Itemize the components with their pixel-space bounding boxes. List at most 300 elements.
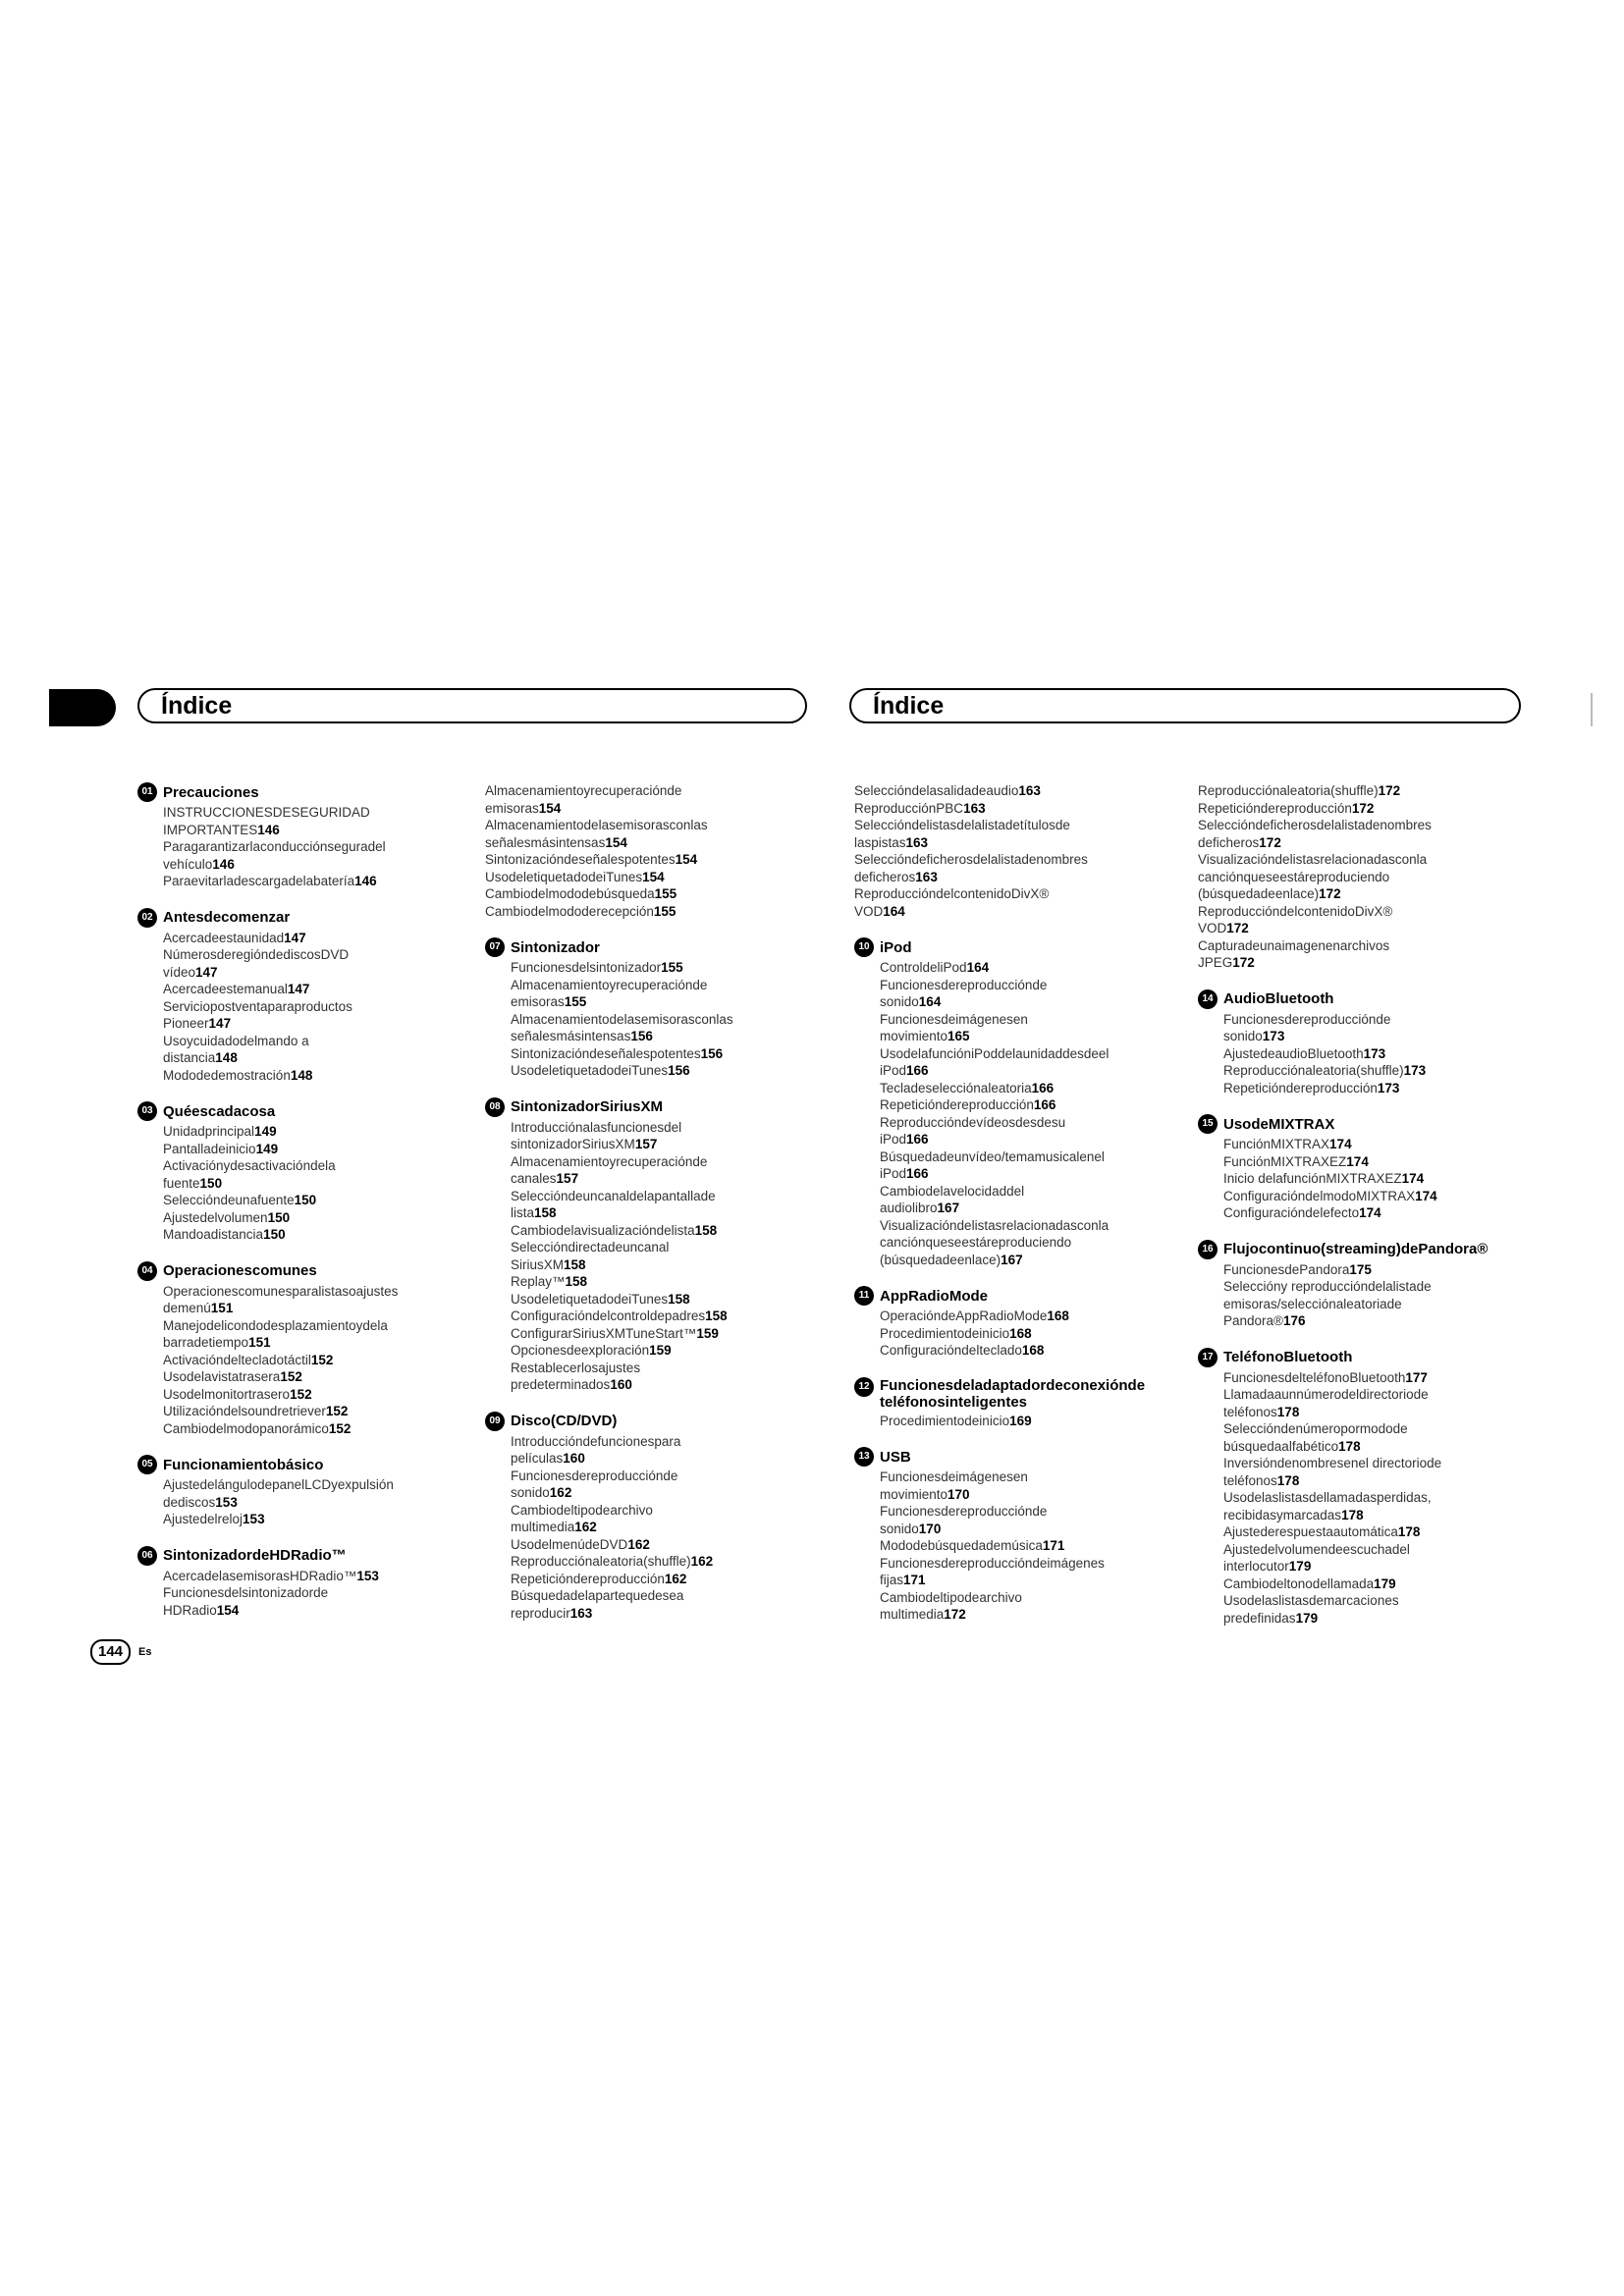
toc-entry-page: 178 bbox=[1276, 1472, 1300, 1488]
toc-entry[interactable] bbox=[511, 1325, 780, 1343]
toc-entry[interactable] bbox=[1223, 1062, 1492, 1080]
toc-entry[interactable] bbox=[1223, 1489, 1492, 1523]
toc-entry[interactable] bbox=[163, 1157, 432, 1192]
toc-entry[interactable] bbox=[1198, 782, 1492, 800]
toc-entry[interactable] bbox=[511, 1188, 780, 1222]
toc-section-heading[interactable] bbox=[854, 1447, 1149, 1467]
toc-entry[interactable] bbox=[163, 1317, 432, 1352]
toc-entry-title: Capturadeunaimagenenarchivos JPEG bbox=[1198, 937, 1390, 970]
header-title-right: Índice bbox=[873, 692, 945, 720]
toc-entry-page: 163 bbox=[569, 1605, 593, 1621]
toc-entry-list bbox=[163, 804, 432, 890]
toc-entry-page: 146 bbox=[257, 822, 280, 837]
toc-entry-title: ConfiguracióndelmodoMIXTRAX bbox=[1223, 1188, 1416, 1203]
toc-entry[interactable] bbox=[163, 1123, 432, 1141]
toc-entry[interactable] bbox=[880, 1045, 1149, 1080]
toc-entry[interactable] bbox=[511, 1433, 780, 1468]
toc-entry-title: Restablecerlosajustes predeterminados bbox=[511, 1360, 641, 1392]
toc-entry-page: 155 bbox=[661, 960, 683, 975]
toc-entry-title: AcercadelasemisorasHDRadio™ bbox=[163, 1568, 357, 1583]
toc-entry[interactable] bbox=[1223, 1011, 1492, 1045]
toc-section-heading[interactable] bbox=[137, 1261, 432, 1281]
toc-entry-page: 154 bbox=[642, 869, 665, 884]
toc-section-continued bbox=[485, 782, 780, 920]
toc-entry[interactable] bbox=[511, 1536, 780, 1554]
toc-entry-page: 152 bbox=[310, 1352, 334, 1367]
toc-entry-title: Usodelmonitortrasero bbox=[163, 1386, 291, 1402]
toc-entry[interactable] bbox=[854, 800, 1149, 818]
toc-section-continued bbox=[854, 782, 1149, 920]
toc-entry-list bbox=[854, 782, 1149, 920]
toc-entry[interactable] bbox=[163, 1141, 432, 1158]
toc-entry[interactable] bbox=[163, 1226, 432, 1244]
toc-entry-page: 172 bbox=[1259, 834, 1281, 850]
toc-entry-page: 172 bbox=[1226, 921, 1249, 935]
toc-entry-title: Mododedemostración bbox=[163, 1067, 291, 1083]
toc-entry[interactable] bbox=[163, 1476, 432, 1511]
toc-entry[interactable] bbox=[511, 959, 780, 977]
toc-entry-title: Cambiodeltipodearchivo multimedia bbox=[511, 1502, 653, 1534]
toc-entry[interactable] bbox=[1223, 1369, 1492, 1387]
toc-entry-title: Funcionesdereproducciónde sonido bbox=[880, 977, 1048, 1009]
toc-section bbox=[1198, 1240, 1492, 1330]
chapter-title: SintonizadordeHDRadio™ bbox=[163, 1547, 347, 1564]
toc-entry[interactable] bbox=[511, 1045, 780, 1063]
toc-entry-page: 156 bbox=[630, 1029, 653, 1043]
toc-entry-page: 172 bbox=[1351, 800, 1375, 816]
toc-entry-page: 177 bbox=[1405, 1369, 1428, 1385]
toc-entry-page: 178 bbox=[1397, 1524, 1421, 1539]
toc-entry[interactable] bbox=[1223, 1592, 1492, 1627]
toc-entry[interactable] bbox=[511, 1553, 780, 1571]
toc-entry-title: INSTRUCCIONESDESEGURIDAD IMPORTANTES bbox=[163, 805, 370, 837]
toc-entry-title: Repeticióndereproducción bbox=[1198, 800, 1352, 816]
toc-entry-page: 174 bbox=[1401, 1171, 1425, 1186]
chapter-number-badge: 04 bbox=[137, 1261, 157, 1281]
chapter-number-badge: 05 bbox=[137, 1455, 157, 1474]
toc-entry-page: 174 bbox=[1359, 1205, 1381, 1220]
toc-entry[interactable] bbox=[485, 885, 780, 903]
toc-entry-page: 162 bbox=[574, 1520, 597, 1534]
toc-entry[interactable] bbox=[1198, 817, 1492, 851]
toc-section bbox=[137, 908, 432, 1085]
toc-entry-page: 147 bbox=[284, 930, 306, 945]
toc-entry[interactable] bbox=[854, 782, 1149, 800]
toc-entry[interactable] bbox=[511, 977, 780, 1011]
toc-entry[interactable] bbox=[880, 1148, 1149, 1183]
toc-entry[interactable] bbox=[880, 1503, 1149, 1537]
toc-entry[interactable] bbox=[854, 817, 1149, 851]
toc-entry-title: Procedimientodeinicio bbox=[880, 1413, 1010, 1428]
toc-entry-page: 171 bbox=[1042, 1538, 1065, 1553]
toc-entry[interactable] bbox=[1198, 937, 1492, 972]
toc-entry[interactable] bbox=[880, 1413, 1149, 1430]
chapter-title: Precauciones bbox=[163, 783, 259, 801]
toc-entry[interactable] bbox=[1198, 800, 1492, 818]
toc-entry-title: AjustedeaudioBluetooth bbox=[1223, 1045, 1364, 1061]
toc-entry-list bbox=[1223, 1136, 1492, 1222]
chapter-number-badge: 09 bbox=[485, 1412, 505, 1431]
toc-entry[interactable] bbox=[880, 1114, 1149, 1148]
toc-entry-title: Manejodelicondodesplazamientoydela barradetiempo bbox=[163, 1317, 388, 1350]
toc-entry-title: Cambiodelavelocidaddel audiolibro bbox=[880, 1183, 1025, 1215]
toc-entry-title: Búsquedadeunvídeo/temamusicalenel iPod bbox=[880, 1148, 1105, 1181]
toc-entry[interactable] bbox=[511, 1273, 780, 1291]
toc-section bbox=[137, 1455, 432, 1528]
toc-entry[interactable] bbox=[511, 1360, 780, 1394]
toc-entry-page: 146 bbox=[212, 856, 235, 872]
toc-section bbox=[137, 1546, 432, 1620]
toc-section bbox=[137, 1261, 432, 1438]
toc-entry-page: 155 bbox=[564, 994, 587, 1009]
toc-entry[interactable] bbox=[485, 817, 780, 851]
toc-entry[interactable] bbox=[1223, 1170, 1492, 1188]
toc-entry-title: Seleccióndirectadeuncanal SiriusXM bbox=[511, 1240, 670, 1272]
toc-entry-page: 148 bbox=[215, 1050, 238, 1065]
toc-entry-page: 169 bbox=[1009, 1413, 1032, 1428]
toc-entry-page: 163 bbox=[905, 834, 929, 850]
toc-entry[interactable] bbox=[1223, 1278, 1492, 1330]
toc-section-heading[interactable] bbox=[854, 1377, 1149, 1411]
toc-entry-page: 150 bbox=[294, 1193, 317, 1207]
toc-section-heading[interactable] bbox=[485, 1097, 780, 1117]
toc-entry-page: 166 bbox=[906, 1132, 929, 1147]
page-footer bbox=[90, 1639, 152, 1665]
toc-entry-page: 168 bbox=[1047, 1308, 1069, 1323]
toc-entry[interactable] bbox=[880, 1080, 1149, 1097]
toc-entry-list bbox=[880, 959, 1149, 1268]
toc-entry-title: FuncionesdelteléfonoBluetooth bbox=[1223, 1369, 1406, 1385]
toc-section-heading[interactable] bbox=[1198, 1348, 1492, 1367]
toc-section-heading[interactable] bbox=[1198, 989, 1492, 1009]
toc-entry-page: 162 bbox=[549, 1485, 572, 1500]
toc-entry-title: Activacióndeltecladotáctil bbox=[163, 1352, 311, 1367]
toc-entry-title: Paragarantizarlaconducciónseguradel vehículo bbox=[163, 839, 386, 872]
chapter-title: Flujocontinuo(streaming)dePandora® bbox=[1223, 1241, 1489, 1257]
chapter-title: Antesdecomenzar bbox=[163, 909, 291, 926]
toc-section bbox=[485, 1412, 780, 1623]
toc-entry-title: Funcionesdereproduccióndeimágenes fijas bbox=[880, 1555, 1105, 1587]
toc-entry-title: Repeticióndereproducción bbox=[511, 1571, 665, 1586]
toc-entry-page: 153 bbox=[215, 1494, 238, 1510]
toc-section-heading[interactable] bbox=[137, 782, 432, 802]
chapter-title: Quéescadacosa bbox=[163, 1102, 276, 1120]
toc-entry[interactable] bbox=[163, 1420, 432, 1438]
toc-entry-page: 154 bbox=[216, 1602, 240, 1618]
toc-entry[interactable] bbox=[485, 869, 780, 886]
toc-section-heading[interactable] bbox=[1198, 1240, 1492, 1259]
toc-entry-list bbox=[880, 1308, 1149, 1360]
toc-entry-page: 153 bbox=[243, 1512, 265, 1526]
toc-entry[interactable] bbox=[511, 1011, 780, 1045]
chapter-title: AudioBluetooth bbox=[1223, 990, 1334, 1007]
toc-entry-page: 172 bbox=[1232, 955, 1255, 970]
toc-entry[interactable] bbox=[163, 1209, 432, 1227]
toc-entry[interactable] bbox=[163, 1584, 432, 1619]
toc-entry-page: 164 bbox=[966, 960, 990, 975]
toc-entry[interactable] bbox=[854, 885, 1149, 920]
toc-entry-title: Almacenamientodelasemisorasconlas señalesmásintensas bbox=[511, 1011, 733, 1043]
toc-entry-page: 176 bbox=[1283, 1313, 1306, 1328]
chapter-number-badge: 02 bbox=[137, 908, 157, 928]
toc-entry[interactable] bbox=[163, 1283, 432, 1317]
toc-entry-title: Reproducciónaleatoria(shuffle) bbox=[1198, 783, 1379, 798]
toc-entry-page: 149 bbox=[254, 1124, 277, 1139]
chapter-title: AppRadioMode bbox=[880, 1287, 988, 1305]
toc-entry[interactable] bbox=[511, 1119, 780, 1153]
toc-entry-page: 172 bbox=[1378, 783, 1401, 798]
toc-entry-page: 147 bbox=[195, 964, 218, 980]
toc-entry[interactable] bbox=[485, 782, 780, 817]
toc-entry-page: 171 bbox=[903, 1573, 926, 1587]
toc-entry[interactable] bbox=[880, 1096, 1149, 1114]
toc-entry-title: Seleccióny reproduccióndelalistade emisoras/selecciónaleatoriade Pandora® bbox=[1223, 1279, 1432, 1328]
toc-entry[interactable] bbox=[1223, 1045, 1492, 1063]
toc-entry[interactable] bbox=[880, 1468, 1149, 1503]
chapter-number-badge: 12 bbox=[854, 1377, 874, 1397]
toc-entry-list bbox=[163, 1568, 432, 1620]
toc-section-heading[interactable] bbox=[137, 1546, 432, 1566]
toc-entry[interactable] bbox=[511, 1587, 780, 1622]
toc-entry[interactable] bbox=[511, 1239, 780, 1273]
toc-entry-title: Paraevitarladescargadelabatería bbox=[163, 874, 355, 888]
toc-entry[interactable] bbox=[163, 838, 432, 873]
toc-entry[interactable] bbox=[163, 1403, 432, 1420]
toc-entry[interactable] bbox=[511, 1468, 780, 1502]
toc-entry-list bbox=[511, 1433, 780, 1623]
toc-section bbox=[137, 1101, 432, 1244]
toc-entry-title: Seleccióndelistasdelalistadetítulosde laspistas bbox=[854, 818, 1070, 850]
chapter-number-badge: 07 bbox=[485, 937, 505, 957]
toc-entry-title: Seleccióndeficherosdelalistadenombres deficheros bbox=[1198, 818, 1432, 850]
toc-entry[interactable] bbox=[511, 1571, 780, 1588]
toc-entry[interactable] bbox=[511, 1502, 780, 1536]
toc-entry[interactable] bbox=[163, 946, 432, 981]
toc-entry-title: Serviciopostventaparaproductos Pioneer bbox=[163, 998, 352, 1031]
chapter-title: Funcionamientobásico bbox=[163, 1456, 324, 1473]
toc-entry[interactable] bbox=[880, 1537, 1149, 1555]
toc-entry[interactable] bbox=[1198, 903, 1492, 937]
toc-section-heading[interactable] bbox=[137, 1455, 432, 1474]
toc-entry-title: Cambiodeltipodearchivo multimedia bbox=[880, 1589, 1022, 1622]
toc-entry-title: Repeticióndereproducción bbox=[1223, 1080, 1378, 1095]
toc-section-heading[interactable] bbox=[1198, 1114, 1492, 1134]
toc-entry-title: FunciónMIXTRAXEZ bbox=[1223, 1153, 1347, 1169]
toc-entry[interactable] bbox=[1223, 1261, 1492, 1279]
toc-entry-title: Reproduccióndevídeosdesdesu iPod bbox=[880, 1114, 1066, 1147]
toc-entry-title: Mandoadistancia bbox=[163, 1227, 264, 1242]
toc-entry-title: Seleccióndenúmeropormodode búsquedaalfabético bbox=[1223, 1421, 1408, 1454]
toc-entry-page: 149 bbox=[255, 1141, 279, 1156]
toc-entry[interactable] bbox=[511, 1153, 780, 1188]
toc-entry-title: Opcionesdeexploración bbox=[511, 1343, 650, 1358]
toc-column-3 bbox=[854, 782, 1149, 1641]
toc-entry-page: 164 bbox=[883, 903, 905, 919]
toc-entry-page: 159 bbox=[696, 1325, 719, 1341]
toc-entry-page: 168 bbox=[1009, 1325, 1032, 1341]
toc-entry[interactable] bbox=[485, 851, 780, 869]
toc-entry-page: 166 bbox=[906, 1166, 929, 1181]
toc-entry-list bbox=[880, 1413, 1149, 1430]
toc-entry[interactable] bbox=[163, 1067, 432, 1085]
toc-entry-page: 162 bbox=[664, 1571, 687, 1586]
toc-entry[interactable] bbox=[1223, 1386, 1492, 1420]
toc-entry-page: 163 bbox=[963, 800, 986, 816]
chapter-title: USB bbox=[880, 1448, 911, 1466]
toc-entry[interactable] bbox=[880, 1217, 1149, 1269]
toc-entry-page: 160 bbox=[610, 1377, 632, 1392]
header-banner-left bbox=[137, 688, 807, 723]
toc-entry-title: AjustedelángulodepanelLCDyexpulsión dediscos bbox=[163, 1477, 394, 1510]
toc-entry[interactable] bbox=[511, 1342, 780, 1360]
toc-section-heading[interactable] bbox=[485, 937, 780, 957]
toc-entry-page: 157 bbox=[634, 1137, 658, 1151]
toc-section-heading[interactable] bbox=[485, 1412, 780, 1431]
toc-entry[interactable] bbox=[163, 1368, 432, 1386]
toc-entry[interactable] bbox=[1223, 1080, 1492, 1097]
chapter-title: UsodeMIXTRAX bbox=[1223, 1115, 1335, 1133]
toc-entry[interactable] bbox=[163, 873, 432, 890]
toc-entry-list bbox=[511, 1119, 780, 1394]
toc-entry-page: 172 bbox=[1319, 886, 1341, 901]
toc-entry-page: 148 bbox=[290, 1067, 313, 1083]
toc-entry[interactable] bbox=[1223, 1455, 1492, 1489]
toc-entry[interactable] bbox=[1223, 1188, 1492, 1205]
toc-entry-title: Almacenamientoyrecuperaciónde emisoras bbox=[485, 783, 682, 816]
toc-entry-title: Ajustedelvolumendeescuchadel interlocutor bbox=[1223, 1541, 1410, 1574]
toc-entry[interactable] bbox=[880, 1183, 1149, 1217]
toc-entry-page: 152 bbox=[290, 1386, 312, 1402]
toc-entry-list bbox=[1223, 1261, 1492, 1330]
chapter-number-badge: 10 bbox=[854, 937, 874, 957]
toc-entry-title: Activaciónydesactivacióndela fuente bbox=[163, 1158, 336, 1191]
toc-entry-page: 154 bbox=[675, 852, 698, 867]
toc-entry[interactable] bbox=[880, 977, 1149, 1011]
toc-entry[interactable] bbox=[163, 1033, 432, 1067]
toc-section bbox=[485, 937, 780, 1080]
toc-entry-title: Ajustedelvolumen bbox=[163, 1209, 268, 1225]
toc-entry-title: Repeticióndereproducción bbox=[880, 1097, 1034, 1112]
toc-entry[interactable] bbox=[163, 804, 432, 838]
toc-entry[interactable] bbox=[163, 1192, 432, 1209]
toc-entry-title: Acercadeestemanual bbox=[163, 982, 288, 996]
toc-entry-page: 163 bbox=[915, 869, 938, 884]
toc-entry-title: ReproduccióndelcontenidoDivX® VOD bbox=[854, 886, 1050, 919]
page-edge-mark bbox=[1591, 693, 1593, 726]
toc-entry[interactable] bbox=[880, 1342, 1149, 1360]
toc-entry-title: Ajustedelreloj bbox=[163, 1512, 244, 1526]
toc-entry-title: Tecladeselecciónaleatoria bbox=[880, 1080, 1032, 1095]
toc-section-heading[interactable] bbox=[137, 908, 432, 928]
toc-entry[interactable] bbox=[163, 1511, 432, 1528]
toc-entry[interactable] bbox=[163, 1568, 432, 1585]
toc-entry-title: UsodelmenúdeDVD bbox=[511, 1536, 628, 1552]
chapter-title: TeléfonoBluetooth bbox=[1223, 1349, 1353, 1365]
toc-entry[interactable] bbox=[1223, 1204, 1492, 1222]
toc-entry-title: Usoycuidadodelmando a distancia bbox=[163, 1033, 309, 1065]
toc-entry[interactable] bbox=[163, 1352, 432, 1369]
toc-entry-page: 166 bbox=[1031, 1080, 1055, 1095]
toc-entry[interactable] bbox=[485, 903, 780, 921]
toc-entry[interactable] bbox=[854, 851, 1149, 885]
page-number: 144 bbox=[90, 1639, 131, 1665]
toc-entry[interactable] bbox=[880, 1308, 1149, 1325]
toc-entry-title: Usodelaslistasdemarcaciones predefinidas bbox=[1223, 1593, 1399, 1626]
toc-entry[interactable] bbox=[1223, 1420, 1492, 1455]
toc-entry[interactable] bbox=[511, 1308, 780, 1325]
toc-entry[interactable] bbox=[163, 930, 432, 947]
toc-entry-page: 167 bbox=[937, 1201, 960, 1215]
toc-entry-title: NúmerosderegióndediscosDVD vídeo bbox=[163, 947, 350, 980]
toc-entry-page: 174 bbox=[1329, 1137, 1352, 1151]
toc-entry[interactable] bbox=[163, 998, 432, 1033]
toc-section bbox=[137, 782, 432, 890]
toc-entry-page: 152 bbox=[328, 1420, 352, 1436]
toc-entry-page: 158 bbox=[705, 1308, 728, 1323]
toc-entry[interactable] bbox=[511, 1222, 780, 1240]
toc-entry-title: Seleccióndeuncanaldelapantallade lista bbox=[511, 1188, 716, 1220]
toc-entry[interactable] bbox=[1223, 1136, 1492, 1153]
toc-entry-title: Usodelaslistasdellamadasperdidas, recibidasymarcadas bbox=[1223, 1490, 1432, 1522]
toc-entry[interactable] bbox=[1223, 1541, 1492, 1575]
toc-entry-title: Configuracióndelcontroldepadres bbox=[511, 1308, 706, 1323]
toc-entry-title: Seleccióndeficherosdelalistadenombres deficheros bbox=[854, 852, 1088, 884]
toc-entry[interactable] bbox=[511, 1291, 780, 1308]
toc-entry-page: 155 bbox=[654, 886, 677, 901]
toc-entry[interactable] bbox=[1198, 851, 1492, 903]
toc-entry-title: UsodeletiquetadodeiTunes bbox=[511, 1063, 669, 1078]
toc-section-heading[interactable] bbox=[854, 937, 1149, 957]
toc-entry-page: 173 bbox=[1363, 1045, 1386, 1061]
toc-entry-page: 179 bbox=[1295, 1610, 1319, 1626]
toc-section bbox=[1198, 989, 1492, 1097]
toc-entry[interactable] bbox=[880, 1011, 1149, 1045]
toc-entry-list bbox=[880, 1468, 1149, 1624]
toc-section-continued bbox=[1198, 782, 1492, 972]
toc-entry-title: Mododebúsquedademúsica bbox=[880, 1538, 1043, 1553]
toc-entry-page: 146 bbox=[354, 874, 377, 888]
toc-entry-page: 157 bbox=[556, 1171, 579, 1186]
toc-entry[interactable] bbox=[880, 959, 1149, 977]
chapter-title: Operacionescomunes bbox=[163, 1262, 317, 1279]
toc-column-4 bbox=[1198, 782, 1492, 1644]
toc-entry[interactable] bbox=[880, 1589, 1149, 1624]
toc-entry[interactable] bbox=[1223, 1575, 1492, 1593]
toc-entry-page: 174 bbox=[1346, 1153, 1369, 1169]
toc-entry[interactable] bbox=[880, 1325, 1149, 1343]
toc-entry-title: Inversióndenombresenel directoriode teléfonos bbox=[1223, 1456, 1442, 1488]
toc-entry[interactable] bbox=[511, 1062, 780, 1080]
toc-entry-page: 173 bbox=[1403, 1063, 1427, 1078]
toc-entry[interactable] bbox=[880, 1555, 1149, 1589]
chapter-title: Disco(CD/DVD) bbox=[511, 1413, 618, 1429]
toc-entry-title: Replay™ bbox=[511, 1274, 566, 1289]
toc-entry-page: 178 bbox=[1338, 1438, 1361, 1454]
toc-entry-page: 162 bbox=[690, 1554, 714, 1569]
toc-entry[interactable] bbox=[1223, 1153, 1492, 1171]
toc-entry-title: Sintonizacióndeseñalespotentes bbox=[485, 852, 676, 867]
toc-entry[interactable] bbox=[163, 1386, 432, 1404]
toc-entry-title: Funcionesdereproducciónde sonido bbox=[1223, 1011, 1391, 1043]
toc-entry-list bbox=[163, 930, 432, 1085]
toc-entry-title: Configuracióndelefecto bbox=[1223, 1205, 1360, 1220]
toc-entry[interactable] bbox=[1223, 1523, 1492, 1541]
toc-section-heading[interactable] bbox=[854, 1286, 1149, 1306]
toc-entry-page: 175 bbox=[1349, 1261, 1372, 1277]
toc-entry[interactable] bbox=[163, 981, 432, 998]
toc-entry-page: 152 bbox=[280, 1369, 302, 1384]
toc-section-heading[interactable] bbox=[137, 1101, 432, 1121]
